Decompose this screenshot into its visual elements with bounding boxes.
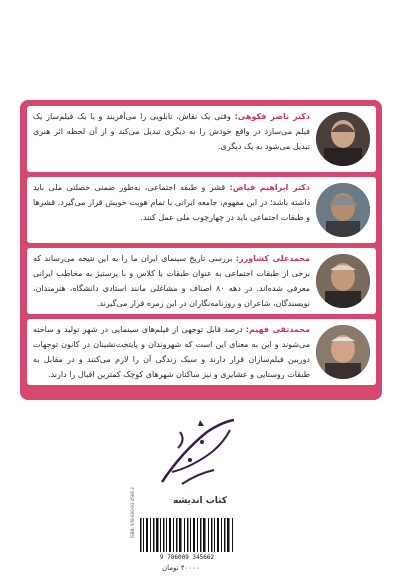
quote-text: بررسی تاریخ سینمای ایران ما را به این نتیجه می‌رساند که برخی از طبقات اجتماعی به عنوان طبقات با کلاس و با پرستیژ به مخاطب ایرانی معرفی شده‌اند. در دهه ۸۰ اصناف و مشاغلی مانند استادی دانشگاه، هنرمندان، نویسندگان، شاعران و روزنامه‌نگاران در این زمره قرار می‌گیرند. — [33, 254, 310, 308]
speaker-name: محمدعلی کشاورز: — [235, 254, 311, 263]
speaker-name: دکتر ناصر فکوهی: — [234, 112, 311, 121]
speaker-name: محمدتقی فهیم: — [245, 325, 310, 334]
svg-text:9 786009 345662: 9 786009 345662 — [159, 554, 215, 560]
barcode — [138, 518, 236, 560]
portrait-2 — [316, 183, 370, 237]
quote-text: درصد قابل توجهی از فیلم‌های سینمایی در شهر تولید و ساخته می‌شوند و این به معنای این است که شهروندان و پایتخت‌نشینان در کانون توجهات دوربین فیلم‌سازان قرار دارند و سبک زندگی آن را لازم می‌کنند و در مقابل به طبقات روستایی و عشایری و نیز ساکنان شهرهای کوچک کمترین اقبال را دارند. — [33, 325, 310, 379]
quote-card-2 — [27, 177, 376, 243]
portrait-3 — [316, 254, 370, 308]
quote-text: وقتی یک نقاش، تابلویی را می‌آفریند و یا یک فیلم‌ساز یک فیلم می‌سازد در واقع خودش را به دیگری تبدیل می‌کند و از آن لحظه اثر هنری تبدیل می‌شود به یک دیگری. — [33, 112, 310, 151]
speaker-name: دکتر ابراهیم فیاض: — [229, 183, 310, 192]
quote-card-3 — [27, 248, 376, 314]
price: ۴۰۰۰۰ تومان — [162, 564, 200, 572]
portrait-4 — [316, 325, 370, 379]
quote-card-4 — [27, 319, 376, 385]
portrait-1 — [316, 112, 370, 166]
quote-card-1 — [27, 106, 376, 172]
quote-text: قشر و طبقه اجتماعی، به‌طور ضمنی خصلتی ملی باید داشته باشد؛ در این مفهوم، جامعه ایرانی با تمام هویت خویش قرار می‌گیرد. قشرها و طبقات اجتماعی باید در چهارچوب ملی عمل کنند. — [33, 183, 310, 222]
publisher-logo — [152, 412, 242, 490]
publisher-name: کتاب اندیشه — [172, 496, 228, 506]
isbn: ISBN: 978-600-93-4566-2 — [130, 487, 135, 538]
